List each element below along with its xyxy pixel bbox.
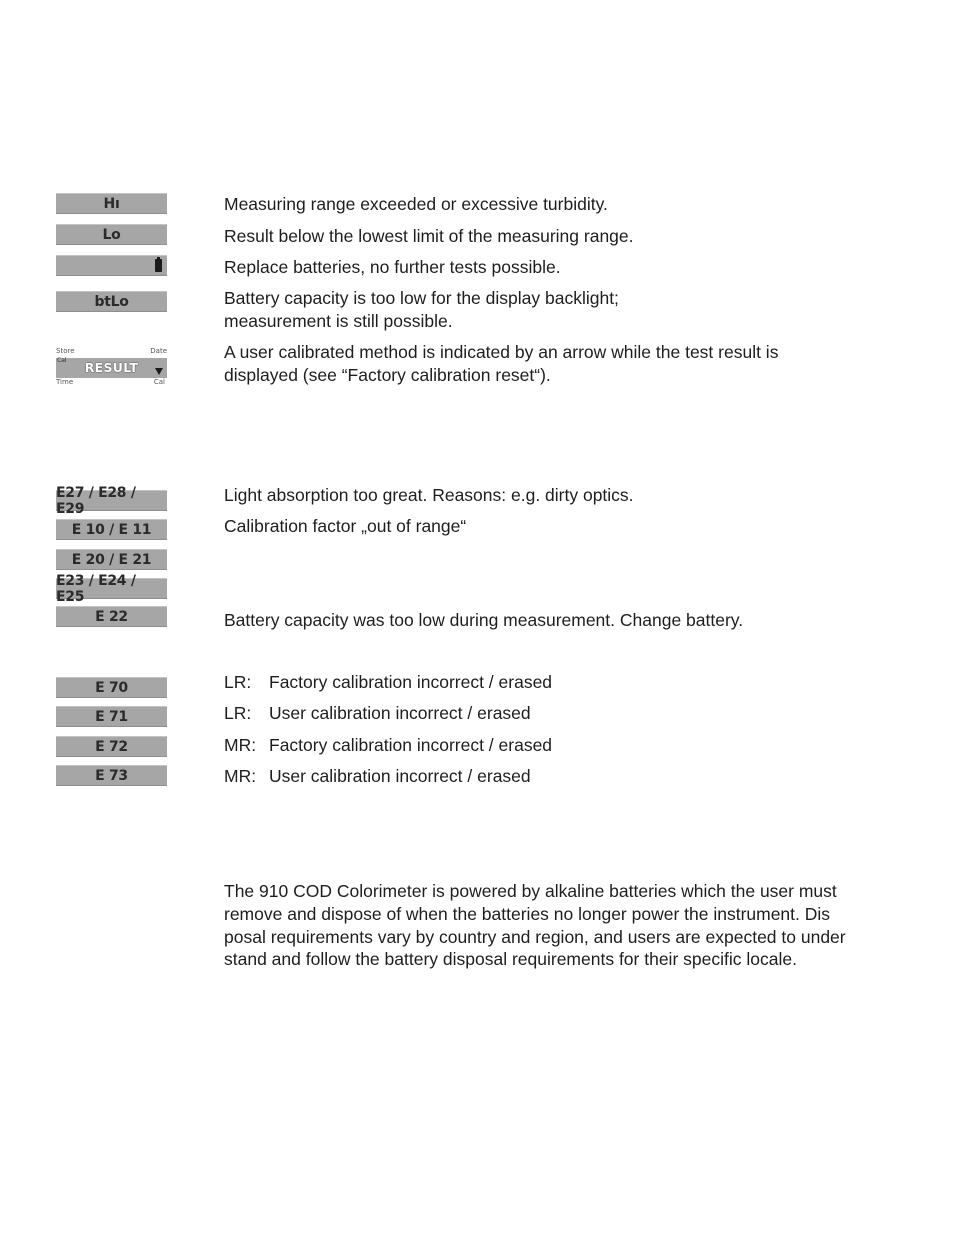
cal-bottom-label: Cal (153, 378, 165, 386)
error-badge-e23 (56, 572, 167, 605)
badge-label: Hı (103, 195, 120, 212)
badge-label: E 73 (95, 767, 128, 784)
date-label: Date (150, 347, 167, 355)
e73-description (224, 765, 531, 788)
display-badge-lo (56, 224, 167, 245)
e27-description: Light absorption too great. Reasons: e.g. dirty optics. (224, 485, 634, 505)
error-badge-e22 (56, 606, 167, 627)
cal-top-label: Cal (57, 357, 67, 364)
error-badge-e70 (56, 677, 167, 698)
e10-description: Calibration factor „out of range“ (224, 516, 467, 536)
range-prefix: MR: (224, 766, 257, 786)
time-label: Time (56, 378, 74, 386)
e71-description (224, 702, 531, 725)
error-badge-e27 (56, 484, 167, 517)
badge-label: E 20 / E 21 (71, 551, 152, 568)
badge-label: E 70 (95, 679, 128, 696)
error-badge-e20 (56, 549, 167, 570)
error-badge-e10 (56, 519, 167, 540)
disposal-line3: posal requirements vary by country and region, and users are expected to under (224, 926, 846, 947)
e22-description: Battery capacity was too low during measurement. Change battery. (224, 610, 744, 630)
display-badge-battery (56, 255, 167, 276)
display-badge-btlo (56, 291, 167, 312)
result-description-line2: displayed (see “Factory calibration reset“). (224, 364, 551, 385)
disposal-line4: stand and follow the battery disposal requirements for their specific locale. (224, 949, 797, 970)
display-badge-hi (56, 193, 167, 214)
description-text: Factory calibration incorrect / erased (269, 735, 553, 755)
battery-disposal-paragraph (224, 880, 896, 971)
disposal-line1: The 910 COD Colorimeter is powered by alkaline batteries which the user must (224, 881, 837, 901)
e70-description (224, 671, 552, 694)
result-display (56, 347, 167, 387)
btlo-description-line2: measurement is still possible. (224, 310, 453, 331)
btlo-description (224, 287, 619, 332)
error-badge-e73 (56, 765, 167, 786)
badge-label: btLo (94, 293, 129, 310)
badge-label: E 72 (95, 738, 128, 755)
badge-label: E23 / E24 / E25 (56, 572, 136, 605)
result-label: RESULT (84, 360, 139, 375)
store-label: Store (56, 347, 75, 355)
badge-label: E27 / E28 / E29 (56, 484, 136, 517)
lo-description: Result below the lowest limit of the measuring range. (224, 226, 634, 246)
badge-label: Lo (102, 226, 121, 243)
badge-label: E 22 (95, 608, 128, 625)
result-description (224, 341, 778, 386)
hi-description: Measuring range exceeded or excessive turbidity. (224, 194, 608, 214)
description-text: User calibration incorrect / erased (269, 766, 531, 786)
arrow-down-icon (155, 368, 163, 375)
e72-description (224, 734, 552, 757)
description-text: Factory calibration incorrect / erased (269, 672, 553, 692)
battery-icon (155, 259, 162, 272)
description-text: User calibration incorrect / erased (269, 703, 531, 723)
error-badge-e72 (56, 736, 167, 757)
disposal-line2: remove and dispose of when the batteries no longer power the instrument. Dis (224, 903, 831, 924)
error-badge-e71 (56, 706, 167, 727)
range-prefix: LR: (224, 703, 252, 723)
result-bar (56, 358, 167, 378)
range-prefix: LR: (224, 672, 252, 692)
battery-description: Replace batteries, no further tests possible. (224, 257, 561, 277)
btlo-description-line1: Battery capacity is too low for the display backlight; (224, 288, 619, 308)
badge-label: E 71 (95, 708, 128, 725)
badge-label: E 10 / E 11 (71, 521, 152, 538)
range-prefix: MR: (224, 735, 257, 755)
result-description-line1: A user calibrated method is indicated by an arrow while the test result is (224, 342, 779, 362)
